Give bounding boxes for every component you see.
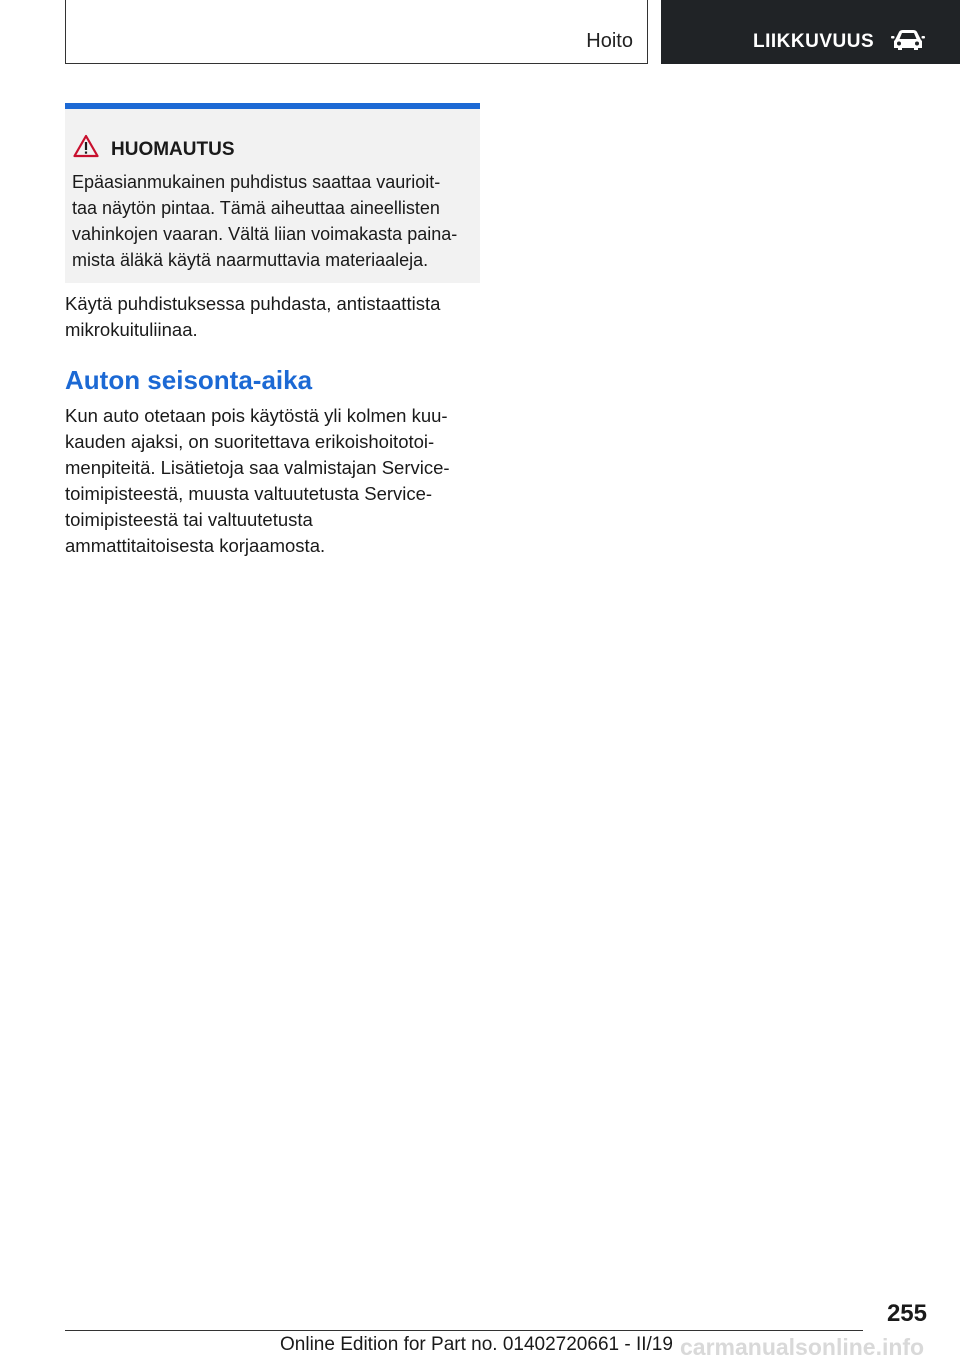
storage-paragraph [65, 403, 480, 559]
footer-edition: Online Edition for Part no. 01402720661 - II/19 [280, 1334, 673, 1355]
warning-line: vahinkojen vaaran. Vältä liian voimakasta paina- [72, 224, 458, 244]
cleaning-paragraph [65, 291, 480, 343]
warning-title: HUOMAUTUS [111, 139, 235, 160]
paragraph-line: kauden ajaksi, on suoritettava erikoishoitotoi- [65, 431, 435, 452]
paragraph-line: mikrokuituliinaa. [65, 319, 198, 340]
warning-text [72, 169, 472, 273]
warning-line: Epäasianmukainen puhdistus saattaa vaurioit- [72, 172, 441, 192]
footer-divider [65, 1330, 863, 1331]
header-section-title: Hoito [586, 30, 633, 52]
warning-triangle-icon [73, 134, 99, 158]
watermark: carmanualsonline.info [680, 1334, 925, 1360]
car-icon [891, 28, 925, 52]
paragraph-line: Kun auto otetaan pois käytöstä yli kolmen kuu- [65, 405, 448, 426]
warning-line: taa näytön pintaa. Tämä aiheuttaa aineellisten [72, 198, 440, 218]
header-section-box [65, 0, 648, 64]
paragraph-line: menpiteitä. Lisätietoja saa valmistajan Service- [65, 457, 450, 478]
header-chapter-tab [661, 0, 960, 64]
header-chapter-title: LIIKKUVUUS [753, 31, 875, 52]
paragraph-line: Käytä puhdistuksessa puhdasta, antistaattista [65, 293, 441, 314]
paragraph-line: toimipisteestä, muusta valtuutetusta Service- [65, 483, 433, 504]
warning-line: mista äläkä käytä naarmuttavia materiaaleja. [72, 250, 429, 270]
page-number: 255 [886, 1300, 927, 1327]
warning-box [65, 103, 480, 283]
paragraph-line: toimipisteestä tai valtuutetusta [65, 509, 313, 530]
section-heading: Auton seisonta-aika [65, 365, 313, 395]
paragraph-line: ammattitaitoisesta korjaamosta. [65, 535, 326, 556]
